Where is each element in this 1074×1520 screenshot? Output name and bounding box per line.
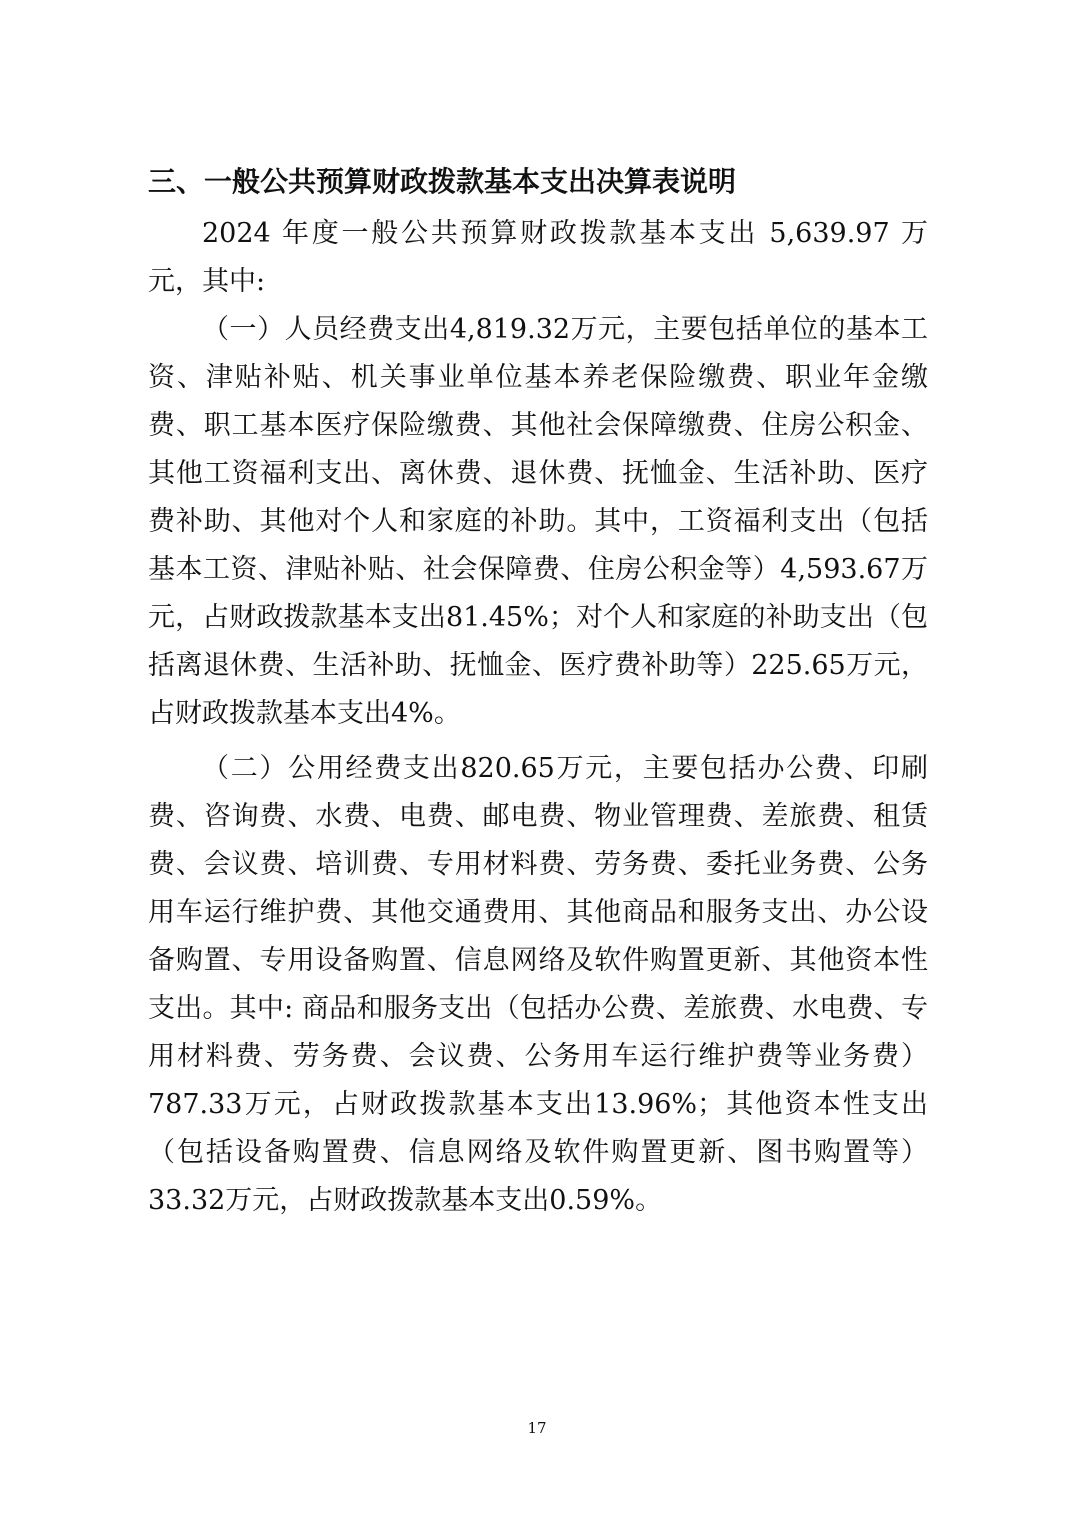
section-heading: 三、一般公共预算财政拨款基本支出决算表说明 [148,165,737,198]
page-number: 17 [527,1419,547,1437]
personnel-expense-paragraph: （一）人员经费支出4,819.32万元，主要包括单位的基本工资、津贴补贴、机关事业单位基本养老保险缴费、职业年金缴费、职工基本医疗保险缴费、其他社会保障缴费、住房公积金、其他工资福利支出、离休费、退休费、抚恤金、生活补助、医疗费补助、其他对个人和家庭的补助。其中，工资福利支出（包括基本工资、津贴补贴、社会保障费、住房公积金等）4,593.67万元，占财政拨款基本支出81.45%；对个人和家庭的补助支出（包括离退休费、生活补助、抚恤金、医疗费补助等）225.65万元，占财政拨款基本支出4%。 [148,314,928,729]
public-expense-paragraph: （二）公用经费支出820.65万元，主要包括办公费、印刷费、咨询费、水费、电费、邮电费、物业管理费、差旅费、租赁费、会议费、培训费、专用材料费、劳务费、委托业务费、公务用车运行维护费、其他交通费用、其他商品和服务支出、办公设备购置、专用设备购置、信息网络及软件购置更新、其他资本性支出。其中: 商品和服务支出（包括办公费、差旅费、水电费、专用材料费、劳务费、会议费、公务用车运行维护费等业务费）787.33万元，占财政拨款基本支出13.96%；其他资本性支出（包括设备购置费、信息网络及软件购置更新、图书购置等）33.32万元，占财政拨款基本支出0.59%。 [148,753,928,1216]
intro-paragraph: 2024 年度一般公共预算财政拨款基本支出 5,639.97 万元，其中: [148,218,928,297]
